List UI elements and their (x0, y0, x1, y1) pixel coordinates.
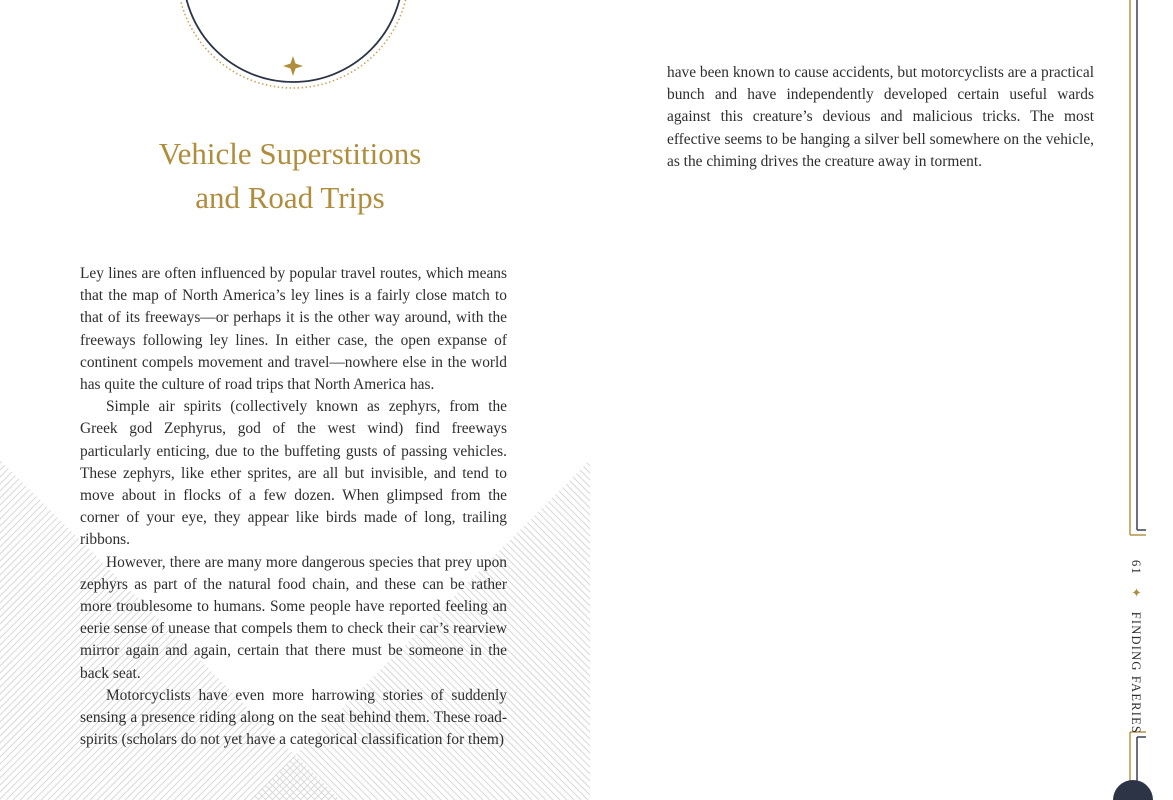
hatch-line (587, 400, 600, 800)
hatch-line (552, 400, 600, 800)
hatch-line (0, 400, 7, 800)
hatch-line (0, 400, 42, 800)
hatch-line (496, 400, 600, 800)
hatch-line (545, 400, 600, 800)
hatch-line (0, 400, 21, 800)
paragraph: Motorcyclists have even more harrowing stories of suddenly sensing a presence riding along on the seat behind them. These road-spirits (scholars do not yet have a categorical classification for them) (80, 686, 507, 749)
hatch-line (0, 400, 14, 800)
hatch-line (0, 400, 28, 800)
hatch-line (503, 400, 600, 800)
hatch-line (0, 400, 77, 800)
hatch-line (0, 400, 21, 800)
hatch-line (0, 400, 77, 800)
hatch-line (552, 400, 600, 800)
page-number: 61 (1129, 560, 1143, 575)
hatch-line (0, 400, 84, 800)
hatch-line (0, 400, 63, 800)
heading-line-1: Vehicle Superstitions (158, 136, 422, 171)
hatch-line (587, 400, 600, 800)
hatch-line (0, 400, 63, 800)
hatch-line (0, 400, 84, 800)
paragraph: However, there are many more dangerous species that prey upon zephyrs as part of the natural food chain, and these can be rather more troublesome to humans. Some people have reported feeling an eerie sense of unease that compels them to check their car’s rearview mirror again and again, certain that there must be someone in the back seat. (80, 553, 507, 682)
hatch-line (503, 400, 600, 800)
hatch-line (566, 400, 600, 800)
right-page-body (667, 62, 1094, 173)
hatch-line (580, 400, 600, 800)
hatch-line (0, 400, 14, 800)
heading-line-2: and Road Trips (195, 180, 385, 215)
tab-circle (1113, 780, 1153, 800)
hatch-line (0, 400, 91, 800)
hatch-line (0, 400, 35, 800)
hatch-line (0, 400, 7, 800)
running-head (1120, 560, 1144, 735)
hatch-line (496, 400, 600, 800)
hatch-line (0, 400, 91, 800)
separator-star-icon: ✦ (1129, 585, 1143, 602)
hatch-line (538, 400, 600, 800)
hatch-line (517, 400, 600, 800)
paragraph: Simple air spirits (collectively known as zephyrs, from the Greek god Zephyrus, god of the west wind) find freeways particularly enticing, due to the buffeting gusts of passing vehicles. These zephyrs, like ether sprites, are all but invisible, and tend to move about in flocks of a few dozen. When glimpsed from the corner of your eye, they appear like birds made of long, trailing ribbons. (80, 398, 507, 549)
hatch-line (538, 400, 600, 800)
paragraph: have been known to cause accidents, but motorcyclists are a practical bunch and have independently developed certain useful wards against this creature’s devious and malicious tricks. The most effective seems to be hanging a silver bell somewhere on the vehicle, as the chiming drives the creature away in torment. (667, 64, 1094, 170)
left-page-body (80, 263, 507, 751)
hatch-line (524, 400, 600, 800)
hatch-line (531, 400, 600, 800)
hatch-line (0, 400, 28, 800)
hatch-line (517, 400, 600, 800)
hatch-line (0, 400, 70, 800)
hatch-line (0, 400, 42, 800)
hatch-line (524, 400, 600, 800)
hatch-line (566, 400, 600, 800)
paragraph: Ley lines are often influenced by popular travel routes, which means that the map of North America’s ley lines is a fairly close match to that of its freeways—or perhaps it is the other way around, with the freeways following ley lines. In either case, the open expanse of continent compels movement and travel—nowhere else in the world has quite the culture of road trips that North America has. (80, 265, 507, 394)
hatch-line (580, 400, 600, 800)
circle-ornament (160, 0, 430, 110)
hatch-line (510, 400, 600, 800)
hatch-line (0, 400, 56, 800)
hatch-line (0, 400, 56, 800)
hatch-line (0, 400, 35, 800)
hatch-line (0, 400, 49, 800)
hatch-line (0, 400, 70, 800)
four-point-star-icon (283, 56, 303, 76)
hatch-line (0, 400, 49, 800)
hatch-line (545, 400, 600, 800)
hatch-line (531, 400, 600, 800)
hatch-line (594, 400, 600, 800)
hatch-line (573, 400, 600, 800)
hatch-line (510, 400, 600, 800)
section-heading (95, 132, 485, 220)
hatch-line (594, 400, 600, 800)
hatch-line (559, 400, 600, 800)
hatch-line (573, 400, 600, 800)
hatch-line (559, 400, 600, 800)
book-title: FINDING FAERIES (1129, 611, 1143, 735)
